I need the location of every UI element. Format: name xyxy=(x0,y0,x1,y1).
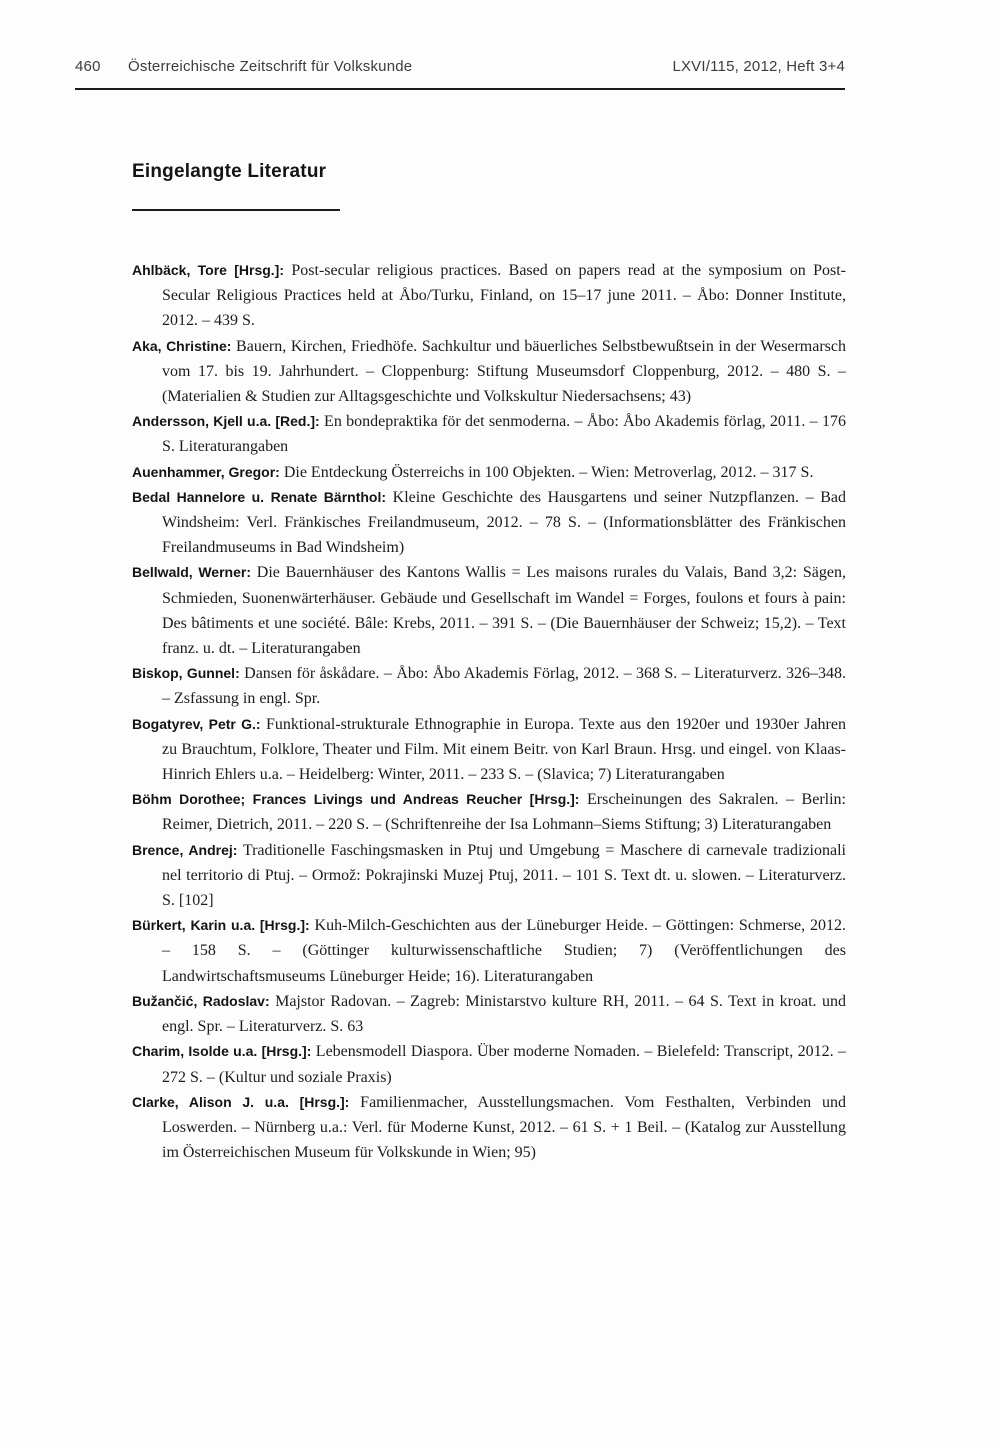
bibliography-entry xyxy=(132,661,846,711)
bibliography-entry xyxy=(132,913,846,989)
entry-text: Familienmacher, Ausstellungsmachen. Vom Festhalten, Verbinden und Loswerden. – Nürnberg u.a.: Verl. für Moderne Kunst, 2012. – 61 S. + 1 Beil. – (Katalog zur Ausstellung im Österreichischen Museum für Volkskunde in Wien; 95) xyxy=(162,1093,846,1162)
section-title: Eingelangte Literatur xyxy=(132,161,327,182)
entry-author: Charim, Isolde u.a. [Hrsg.]: xyxy=(132,1043,312,1060)
entry-text: Kleine Geschichte des Hausgartens und seiner Nutzpflanzen. – Bad Windsheim: Verl. Fränkisches Freilandmuseum, 2012. – 78 S. – (Informationsblätter des Fränkischen Freilandmuseums in Bad Windsheim) xyxy=(162,488,847,557)
entry-author: Böhm Dorothee; Frances Livings und Andreas Reucher [Hrsg.]: xyxy=(132,791,580,808)
bibliography-entry xyxy=(132,409,846,459)
entry-author: Bogatyrev, Petr G.: xyxy=(132,715,261,732)
bibliography-entry xyxy=(132,787,846,837)
bibliography-entry xyxy=(132,460,846,485)
entry-author: Bellwald, Werner: xyxy=(132,564,251,581)
entry-text: Lebensmodell Diaspora. Über moderne Nomaden. – Bielefeld: Transcript, 2012. – 272 S. – (Kultur und soziale Praxis) xyxy=(162,1043,847,1086)
entry-text: En bondepraktika för det senmoderna. – Åbo: Åbo Akademis förlag, 2011. – 176 S. Literaturangaben xyxy=(162,413,847,456)
journal-title: Österreichische Zeitschrift für Volkskunde xyxy=(128,58,413,75)
bibliography-entry xyxy=(132,838,846,914)
bibliography-list xyxy=(132,258,846,1165)
entry-text: Erscheinungen des Sakralen. – Berlin: Reimer, Dietrich, 2011. – 220 S. – (Schriftenreihe der Isa Lohmann–Siems Stiftung; 3) Literaturangaben xyxy=(162,791,846,834)
bibliography-entry xyxy=(132,334,846,410)
entry-author: Bedal Hannelore u. Renate Bärnthol: xyxy=(132,488,387,505)
entry-author: Aka, Christine: xyxy=(132,337,232,354)
entry-text: Post-secular religious practices. Based on papers read at the symposium on Post-Secular Religious Practices held at Åbo/Turku, Finland, on 15–17 june 2011. – Åbo: Donner Institute, 2012. – 439 S. xyxy=(162,262,847,330)
bibliography-entry xyxy=(132,712,846,788)
entry-text: Dansen för åskådare. – Åbo: Åbo Akademis Förlag, 2012. – 368 S. – Literaturverz. 326–348. – Zsfassung in engl. Spr. xyxy=(162,665,846,708)
bibliography-entry xyxy=(132,560,846,661)
bibliography-entry xyxy=(132,989,846,1039)
entry-text: Die Entdeckung Österreichs in 100 Objekten. – Wien: Metroverlag, 2012. – 317 S. xyxy=(283,463,814,481)
bibliography-entry xyxy=(132,1090,846,1166)
entry-text: Bauern, Kirchen, Friedhöfe. Sachkultur und bäuerliches Selbstbewußtsein in der Wesermarsch vom 17. bis 19. Jahrhundert. – Cloppenburg: Stiftung Museumsdorf Cloppenburg, 2012. – 480 S. – (Materialien & Studien zur Alltagsgeschichte und Volkskultur Niedersachsens; 43) xyxy=(162,337,847,406)
entry-author: Bužančić, Radoslav: xyxy=(132,992,270,1009)
header-rule xyxy=(75,88,845,90)
entry-text: Majstor Radovan. – Zagreb: Ministarstvo kulture RH, 2011. – 64 S. Text in kroat. und engl. Spr. – Literaturverz. S. 63 xyxy=(162,992,847,1036)
section-title-rule xyxy=(132,209,340,211)
bibliography-entry xyxy=(132,258,846,334)
running-header xyxy=(75,58,845,75)
entry-text: Funktional-strukturale Ethnographie in Europa. Texte aus den 1920er und 1930er Jahren zu Brauchtum, Folklore, Theater und Film. Mit einem Beitr. von Karl Braun. Hrsg. und eingel. von Klaas-Hinrich Ehlers u.a. – Heidelberg: Winter, 2011. – 233 S. – (Slavica; 7) Literaturangaben xyxy=(162,715,846,784)
entry-text: Traditionelle Faschingsmasken in Ptuj und Umgebung = Maschere di carnevale tradizionali nel territorio di Ptuj. – Ormož: Pokrajinski Muzej Ptuj, 2011. – 101 S. Text dt. u. slowen. – Literaturverz. S. [102] xyxy=(162,841,846,910)
issue-label: LXVI/115, 2012, Heft 3+4 xyxy=(672,58,845,75)
bibliography-entry xyxy=(132,1039,846,1089)
entry-text: Kuh-Milch-Geschichten aus der Lüneburger Heide. – Göttingen: Schmerse, 2012. – 158 S. – (Göttinger kulturwissenschaftliche Studien; 7) (Veröffentlichungen des Landwirtschaftsmuseums Lüneburger Heide; 16). Literaturangaben xyxy=(162,917,847,985)
entry-author: Bürkert, Karin u.a. [Hrsg.]: xyxy=(132,917,310,934)
entry-author: Auenhammer, Gregor: xyxy=(132,463,280,480)
entry-author: Ahlbäck, Tore [Hrsg.]: xyxy=(132,262,284,278)
entry-text: Die Bauernhäuser des Kantons Wallis = Les maisons rurales du Valais, Band 3,2: Sägen, Schmieden, Suonenwärterhäuser. Gebäude und Gesellschaft im Wandel = Forges, foulons et fours à pain: Des bâtiments et une société. Bâle: Krebs, 2011. – 391 S. – (Die Bauernhäuser der Schweiz; 15,2). – Text franz. u. dt. – Literaturangaben xyxy=(162,564,847,658)
entry-author: Brence, Andrej: xyxy=(132,841,238,858)
bibliography-entry xyxy=(132,485,846,561)
entry-author: Clarke, Alison J. u.a. [Hrsg.]: xyxy=(132,1093,350,1110)
page-number: 460 xyxy=(75,58,101,75)
entry-author: Andersson, Kjell u.a. [Red.]: xyxy=(132,413,320,430)
entry-author: Biskop, Gunnel: xyxy=(132,665,240,682)
